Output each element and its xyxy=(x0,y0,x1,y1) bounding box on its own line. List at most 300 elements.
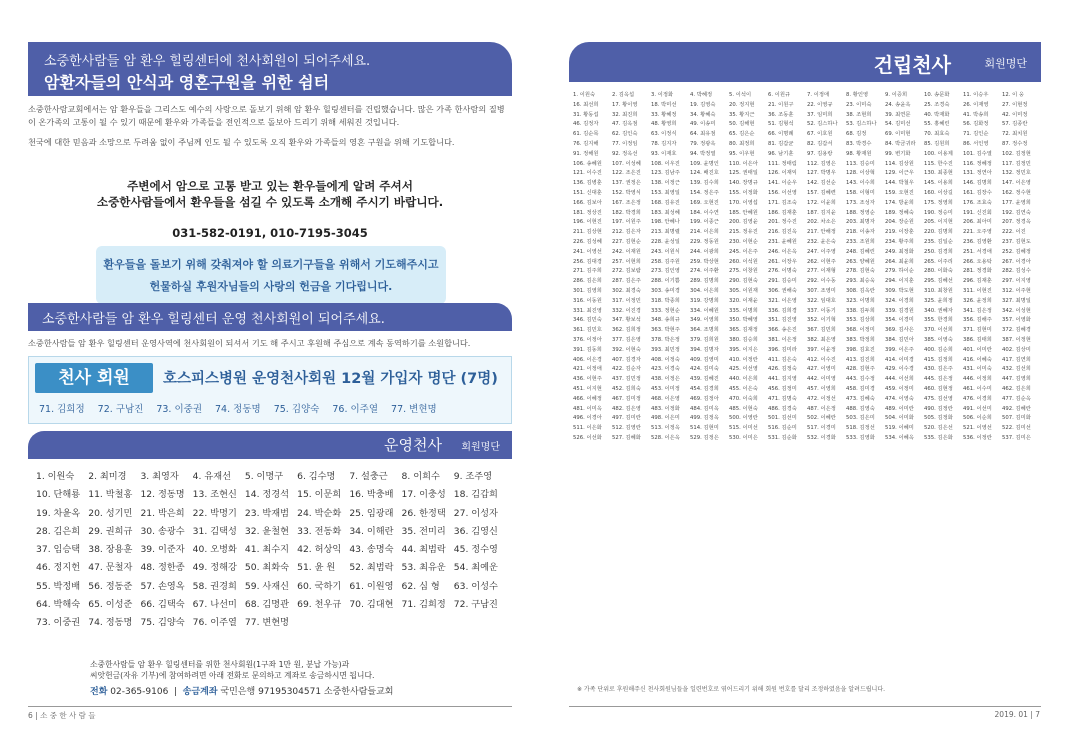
roster-member-name: 326. 윤정희 xyxy=(963,297,992,304)
roster-member-name: 128. 이상혁 xyxy=(846,170,875,177)
roster-member-name: 280. 이화숙 xyxy=(924,268,953,275)
roster-member-name: 215. 정유진 xyxy=(729,229,758,236)
roster-member-name: 472. 이정선 xyxy=(807,395,836,402)
roster-member-name: 381. 이은정 xyxy=(768,336,797,343)
roster-member-name: 487. 이은정 xyxy=(807,405,836,412)
roster-member-name: 357. 이영화 xyxy=(1002,317,1031,324)
roster-member-name: 108. 이우진 xyxy=(651,160,680,167)
roster-member-name: 123. 김남주 xyxy=(651,170,680,177)
roster-member-name: 31. 황동섭 xyxy=(573,111,599,118)
roster-member-name: 146. 김명희 xyxy=(963,180,992,187)
roster-member-name: 144. 박철우 xyxy=(885,180,914,187)
roster-member-name: 483. 이정화 xyxy=(651,405,680,412)
ops-member-name: 30. 송광수 xyxy=(140,525,185,537)
roster-member-name: 365. 김재정 xyxy=(729,327,758,334)
roster-member-name: 87. 정수정 xyxy=(1002,140,1028,147)
ops-member-name: 4. 유재선 xyxy=(192,471,231,482)
roster-member-name: 522. 김미선 xyxy=(1002,425,1031,432)
roster-member-name: 352. 이기혁 xyxy=(807,317,836,324)
roster-member-name: 311. 이현진 xyxy=(963,287,992,294)
roster-member-name: 147. 이은영 xyxy=(1002,180,1031,187)
roster-member-name: 378. 박은정 xyxy=(651,336,680,343)
ops-member-name: 31. 김택성 xyxy=(192,525,237,537)
appeal-line-1: 주변에서 암으로 고통 받고 있는 환우들에게 알려 주셔서 xyxy=(127,179,413,193)
roster-member-name: 439. 김혜진 xyxy=(690,376,719,383)
roster-member-name: 106. 송혜원 xyxy=(573,160,602,167)
roster-member-name: 277. 이재형 xyxy=(807,268,836,275)
roster-member-name: 399. 이은주 xyxy=(885,346,914,353)
roster-member-name: 260. 이석원 xyxy=(729,258,758,265)
roster-member-name: 64. 최유점 xyxy=(690,131,716,138)
roster-member-name: 252. 김혜정 xyxy=(1002,248,1031,255)
hero-title: 암환자들의 안식과 영혼구원을 위한 쉼터 xyxy=(44,73,330,92)
roster-member-name: 162. 정수현 xyxy=(1002,189,1031,196)
roster-member-name: 172. 이윤희 xyxy=(807,199,836,206)
ops-member-name: 63. 이성수 xyxy=(453,580,498,592)
roster-member-name: 457. 이영희 xyxy=(807,385,836,392)
ops-member-name: 70. 김대현 xyxy=(349,599,394,611)
roster-member-name: 401. 이미란 xyxy=(963,346,992,353)
roster-member-name: 331. 최진영 xyxy=(573,307,602,314)
roster-member-name: 61. 김순목 xyxy=(573,131,599,138)
footer-info xyxy=(90,659,470,681)
roster-member-name: 384. 김민아 xyxy=(885,336,914,343)
roster-member-name: 220. 김명희 xyxy=(924,229,953,236)
roster-member-name: 102. 김정현 xyxy=(1002,150,1031,157)
roster-member-name: 297. 이지영 xyxy=(1002,278,1031,285)
roster-member-name: 348. 송희규 xyxy=(651,317,680,324)
roster-member-name: 470. 이숙희 xyxy=(729,395,758,402)
roster-member-name: 286. 김은희 xyxy=(573,278,602,285)
roster-member-name: 137. 권정은 xyxy=(612,180,641,187)
roster-member-name: 319. 강명희 xyxy=(690,297,719,304)
ops-member-name: 65. 이성준 xyxy=(88,599,133,611)
ops-member-name: 27. 이성자 xyxy=(453,507,498,519)
roster-member-name: 36. 조동훈 xyxy=(768,111,794,118)
ops-member-name: 36. 김영신 xyxy=(453,525,498,537)
intro-text xyxy=(28,103,512,157)
roster-member-name: 383. 박정희 xyxy=(846,336,875,343)
roster-member-name: 408. 이정숙 xyxy=(651,356,680,363)
roster-member-name: 424. 김미숙 xyxy=(690,366,719,373)
roster-member-name: 227. 김현순 xyxy=(612,238,641,245)
roster-member-name: 446. 이정희 xyxy=(963,376,992,383)
roster-member-name: 321. 이은영 xyxy=(768,297,797,304)
roster-member-name: 498. 이은미 xyxy=(651,415,680,422)
roster-member-name: 485. 이현숙 xyxy=(729,405,758,412)
roster-member-name: 412. 이수진 xyxy=(807,356,836,363)
roster-member-name: 385. 이영숙 xyxy=(924,336,953,343)
roster-member-name: 140. 장명규 xyxy=(729,180,758,187)
ops-member-name: 9. 조주영 xyxy=(453,471,493,482)
hero-banner xyxy=(28,42,512,96)
roster-member-name: 110. 이은아 xyxy=(729,160,758,167)
roster-member-name: 402. 김상미 xyxy=(1002,346,1031,353)
roster-member-name: 428. 김현주 xyxy=(846,366,875,373)
roster-member-name: 397. 이윤정 xyxy=(807,346,836,353)
roster-member-name: 295. 김혜선 xyxy=(924,278,953,285)
roster-member-name: 380. 김승희 xyxy=(729,336,758,343)
roster-member-name: 517. 이경미 xyxy=(807,425,836,432)
roster-member-name: 274. 이주환 xyxy=(690,268,719,275)
ops-member-name: 48. 정한종 xyxy=(140,562,185,574)
ops-member-name: 32. 윤철현 xyxy=(244,525,290,537)
roster-member-name: 436. 이현주 xyxy=(573,376,602,383)
roster-member-name: 244. 이광희 xyxy=(690,248,719,255)
roster-member-name: 145. 이용희 xyxy=(924,180,953,187)
roster-member-name: 497. 김미란 xyxy=(612,415,641,422)
ops-member-name: 52. 최범락 xyxy=(349,562,394,574)
roster-member-name: 122. 조은진 xyxy=(612,170,641,177)
roster-member-name: 278. 김현숙 xyxy=(846,268,875,275)
ops-member-name: 11. 박철홍 xyxy=(88,489,133,501)
ops-member-name: 66. 김택숙 xyxy=(140,599,185,611)
roster-member-name: 320. 이재윤 xyxy=(729,297,758,304)
ops-member-name: 41. 최수지 xyxy=(244,544,290,556)
appeal-line-2: 소중한사람들에서 환우들을 섬길 수 있도록 소개해 주시기 바랍니다. xyxy=(96,195,444,209)
ops-member-name: 21. 박은희 xyxy=(140,507,185,519)
roster-member-name: 400. 김순희 xyxy=(924,346,953,353)
ops-member-name: 42. 허상익 xyxy=(297,544,342,556)
appeal-phone: 031-582-0191, 010-7195-3045 xyxy=(172,226,368,240)
roster-member-name: 520. 김은선 xyxy=(924,425,953,432)
roster-member-name: 16. 최선희 xyxy=(573,101,599,108)
roster-member-name: 413. 김진희 xyxy=(846,356,875,363)
roster-member-name: 519. 이혜미 xyxy=(885,425,914,432)
roster-member-name: 48. 황영희 xyxy=(651,121,677,128)
roster-member-name: 250. 김경희 xyxy=(924,248,953,255)
roster-member-name: 40. 박재화 xyxy=(924,111,950,118)
roster-member-name: 17. 황이영 xyxy=(612,101,638,108)
roster-member-name: 454. 김경희 xyxy=(690,385,719,392)
ops-banner xyxy=(28,431,512,459)
ops-member-name: 20. 성기민 xyxy=(88,507,133,519)
ops-member-name: 56. 정동준 xyxy=(88,580,133,592)
roster-member-name: 293. 최승욱 xyxy=(846,278,875,285)
roster-member-name: 213. 최명렬 xyxy=(651,229,680,236)
roster-member-name: 516. 김순미 xyxy=(768,425,797,432)
support-line-1: 환우들을 돌보기 위해 갖춰져야 할 의료기구들을 위해서 기도해주시고 xyxy=(103,258,439,271)
roster-member-name: 185. 안혜원 xyxy=(729,209,758,216)
roster-member-name: 199. 이종근 xyxy=(690,219,719,226)
roster-member-name: 530. 이미은 xyxy=(729,434,758,441)
roster-member-name: 461. 이수미 xyxy=(963,385,992,392)
roster-member-name: 521. 이영선 xyxy=(963,425,992,432)
roster-member-name: 364. 조명희 xyxy=(690,327,719,334)
support-line-2: 헌물하실 후원자님들의 사랑의 헌금을 기다립니다. xyxy=(149,280,393,293)
roster-member-name: 386. 김태희 xyxy=(963,336,992,343)
roster-member-name: 425. 이선영 xyxy=(729,366,758,373)
roster-member-name: 354. 이경미 xyxy=(885,317,914,324)
support-panel xyxy=(96,246,446,304)
roster-member-name: 515. 이미선 xyxy=(729,425,758,432)
roster-member-name: 11. 이승우 xyxy=(963,92,989,98)
roster-member-name: 207. 정경옥 xyxy=(1002,219,1031,226)
roster-member-name: 273. 김인영 xyxy=(651,268,680,275)
roster-member-name: 338. 김두희 xyxy=(846,307,875,314)
roster-member-name: 219. 이장훈 xyxy=(885,229,914,236)
roster-member-name: 392. 이현숙 xyxy=(612,346,641,353)
roster-member-name: 489. 이미란 xyxy=(885,405,914,412)
roster-member-name: 414. 이미경 xyxy=(885,356,914,363)
roster-member-name: 161. 김장수 xyxy=(963,189,992,196)
roster-member-name: 190. 정승미 xyxy=(924,209,953,216)
roster-member-name: 387. 이정현 xyxy=(1002,336,1031,343)
roster-member-name: 191. 신진회 xyxy=(963,209,992,216)
ops-member-name: 10. 단해룡 xyxy=(36,489,81,501)
roster-member-name: 475. 김선영 xyxy=(924,395,953,402)
roster-member-name: 499. 김정옥 xyxy=(690,415,719,422)
roster-member-name: 70. 최효숙 xyxy=(924,131,950,138)
roster-member-name: 459. 이정미 xyxy=(885,385,914,392)
ops-member-name: 26. 한정택 xyxy=(401,507,446,519)
roster-member-name: 368. 이정미 xyxy=(846,327,875,334)
roster-member-name: 184. 이수연 xyxy=(690,209,719,216)
roster-member-name: 49. 이송미 xyxy=(690,121,716,128)
roster-member-name: 491. 이선미 xyxy=(963,405,992,412)
roster-member-name: 205. 이지현 xyxy=(924,219,953,226)
roster-member-name: 305. 이원재 xyxy=(729,287,758,294)
hospice-title: 호스피스병원 운영천사회원 12월 가입자 명단 (7명) xyxy=(163,371,498,387)
roster-member-name: 85. 김원희 xyxy=(924,140,950,147)
ops-member-name: 64. 박해숙 xyxy=(36,599,81,611)
roster-member-name: 395. 이지은 xyxy=(729,346,758,353)
member-description: 소중한사람들 암 환우 힐링센터 운영사역에 천사회원이 되셔서 기도 해 주시고 후원해 주심으로 계속 동역하기를 소원합니다. xyxy=(28,338,471,348)
right-page xyxy=(533,0,1066,731)
ops-member-name: 49. 정해강 xyxy=(192,562,237,574)
roster-member-name: 72. 최치원 xyxy=(1002,131,1028,138)
roster-member-name: 228. 윤성일 xyxy=(651,238,680,245)
roster-member-name: 68. 김정 xyxy=(846,131,867,138)
roster-member-name: 511. 이은화 xyxy=(573,425,602,432)
roster-member-name: 318. 박종희 xyxy=(651,297,680,304)
roster-member-name: 275. 이창원 xyxy=(729,268,758,275)
member-banner xyxy=(28,303,512,331)
roster-member-name: 170. 이영섭 xyxy=(729,199,758,206)
roster-member-name: 10. 송문화 xyxy=(924,92,950,98)
roster-member-name: 39. 최연문 xyxy=(885,111,911,118)
roster-member-name: 67. 이호원 xyxy=(807,131,833,138)
roster-member-name: 222. 이진 xyxy=(1002,229,1026,236)
roster-member-name: 5. 이석이 xyxy=(729,92,752,98)
roster-member-name: 396. 김미라 xyxy=(768,346,797,353)
roster-member-name: 153. 최영일 xyxy=(651,189,680,196)
roster-member-name: 107. 이성혜 xyxy=(612,160,641,167)
roster-member-name: 261. 이장우 xyxy=(768,258,797,265)
roster-member-name: 452. 김희숙 xyxy=(612,385,641,392)
roster-member-name: 93. 이재호 xyxy=(651,150,677,157)
roster-member-name: 372. 김혜경 xyxy=(1002,327,1031,334)
roster-member-name: 407. 김경자 xyxy=(612,356,641,363)
ops-member-name: 34. 이해란 xyxy=(349,525,394,537)
roster-member-name: 304. 이은희 xyxy=(690,287,719,294)
roster-member-name: 263. 양혜원 xyxy=(846,258,875,265)
hospice-names xyxy=(39,401,437,415)
roster-member-name: 251. 서경애 xyxy=(963,248,992,255)
roster-member-name: 336. 김희경 xyxy=(768,307,797,314)
roster-member-name: 142. 김선순 xyxy=(807,180,836,187)
roster-member-name: 81. 김갑균 xyxy=(768,140,794,147)
roster-member-name: 507. 김미화 xyxy=(1002,415,1031,422)
roster-member-name: 423. 이경숙 xyxy=(651,366,680,373)
roster-member-name: 444. 이선희 xyxy=(885,376,914,383)
roster-member-name: 62. 김인숙 xyxy=(612,131,638,138)
hospice-name: 76. 이주열 xyxy=(332,404,379,415)
roster-member-name: 1. 이원숙 xyxy=(573,92,596,98)
roster-member-name: 376. 이정아 xyxy=(573,336,602,343)
roster-member-name: 117. 김정민 xyxy=(1002,160,1031,167)
roster-member-name: 456. 김정미 xyxy=(768,385,797,392)
roster-member-name: 451. 이지현 xyxy=(573,385,602,392)
ops-member-name: 68. 김명관 xyxy=(244,599,290,611)
roster-member-name: 55. 홍혜린 xyxy=(924,121,950,128)
roster-member-name: 8. 황인영 xyxy=(846,92,869,98)
roster-member-name: 202. 차소은 xyxy=(807,219,836,226)
roster-member-name: 513. 이정옥 xyxy=(651,425,680,432)
roster-member-name: 484. 김미옥 xyxy=(690,405,719,412)
roster-member-name: 505. 김정화 xyxy=(924,415,953,422)
roster-member-name: 187. 김지윤 xyxy=(807,209,836,216)
roster-member-name: 356. 김해주 xyxy=(963,317,992,324)
roster-member-name: 19. 김영숙 xyxy=(690,101,716,108)
ops-member-name: 17. 이충성 xyxy=(401,489,446,501)
roster-member-name: 7. 이정애 xyxy=(807,92,830,98)
roster-member-name: 25. 조경숙 xyxy=(924,101,950,108)
roster-member-name: 289. 김명희 xyxy=(690,278,719,285)
intro-paragraph-2: 천국에 대한 믿음과 소망으로 두려움 없이 주님께 인도 될 수 있도록 오직 환우와 가족들의 영혼 구원을 위해 기도합니다. xyxy=(28,137,455,148)
roster-member-name: 437. 김민정 xyxy=(612,376,641,383)
roster-member-name: 500. 이영란 xyxy=(729,415,758,422)
hospice-name: 72. 구남진 xyxy=(97,404,144,415)
roster-member-name: 177. 윤영희 xyxy=(1002,199,1031,206)
roster-member-name: 426. 김정숙 xyxy=(768,366,797,373)
roster-member-name: 391. 김동희 xyxy=(573,346,602,353)
roster-member-name: 54. 김미선 xyxy=(885,121,911,128)
roster-member-name: 514. 김현미 xyxy=(690,425,719,432)
roster-member-name: 100. 이용제 xyxy=(924,150,953,157)
roster-member-name: 276. 이명숙 xyxy=(768,268,797,275)
roster-member-name: 158. 이형미 xyxy=(846,189,875,196)
roster-member-name: 262. 이현주 xyxy=(807,258,836,265)
roster-member-name: 139. 김수희 xyxy=(690,180,719,187)
roster-member-name: 234. 황주희 xyxy=(885,238,914,245)
roster-member-name: 393. 최민정 xyxy=(651,346,680,353)
ops-member-name: 57. 손영옥 xyxy=(140,580,185,592)
roster-member-name: 53. 김스하나 xyxy=(846,121,877,128)
roster-member-name: 233. 조원희 xyxy=(846,238,875,245)
roster-member-name: 339. 김경원 xyxy=(885,307,914,314)
ops-member-name: 67. 나선미 xyxy=(192,599,237,611)
roster-member-name: 431. 이미숙 xyxy=(963,366,992,373)
roster-member-name: 488. 김영숙 xyxy=(846,405,875,412)
roster-member-name: 206. 최아미 xyxy=(963,219,992,226)
roster-member-name: 533. 김영화 xyxy=(846,434,875,441)
roster-member-name: 245. 이은주 xyxy=(729,248,758,255)
roster-member-name: 86. 서인영 xyxy=(963,140,989,147)
ops-member-name: 61. 이원영 xyxy=(349,580,394,592)
roster-member-name: 303. 송미경 xyxy=(651,287,680,294)
roster-member-name: 212. 김은자 xyxy=(612,229,641,236)
ops-member-name: 43. 송명숙 xyxy=(349,544,394,556)
ops-subtitle: 회원명단 xyxy=(461,442,500,453)
ops-member-name: 62. 심 형 xyxy=(401,580,440,592)
roster-member-name: 124. 배진호 xyxy=(690,170,719,177)
ops-member-name: 51. 윤 원 xyxy=(297,562,336,574)
roster-member-name: 173. 조성자 xyxy=(846,199,875,206)
roster-member-name: 243. 이원식 xyxy=(651,248,680,255)
roster-member-name: 301. 김영희 xyxy=(573,287,602,294)
roster-member-name: 417. 김연희 xyxy=(1002,356,1031,363)
roster-member-name: 531. 김순화 xyxy=(768,434,797,441)
ops-member-name: 24. 박순화 xyxy=(297,507,342,519)
roster-member-name: 129. 이근우 xyxy=(885,170,914,177)
roster-member-name: 229. 정동원 xyxy=(690,238,719,245)
roster-member-name: 23. 이미숙 xyxy=(846,101,872,108)
ops-member-name: 5. 이명구 xyxy=(244,471,284,482)
roster-member-name: 351. 김진영 xyxy=(768,317,797,324)
roster-member-name: 534. 이혜옥 xyxy=(885,434,914,441)
roster-member-name: 323. 이명희 xyxy=(846,297,875,304)
angel-member-badge: 천사 회원 xyxy=(35,363,153,393)
roster-member-name: 492. 김혜란 xyxy=(1002,405,1031,412)
roster-member-name: 267. 이경아 xyxy=(1002,258,1031,265)
ops-member-name: 12. 정동명 xyxy=(140,489,185,501)
roster-member-name: 528. 이은옥 xyxy=(651,434,680,441)
roster-member-name: 101. 김수열 xyxy=(963,150,992,157)
roster-member-name: 34. 황혜숙 xyxy=(690,111,716,118)
ops-member-name: 50. 최화숙 xyxy=(244,562,290,574)
roster-member-name: 476. 이경희 xyxy=(963,395,992,402)
roster-member-name: 50. 김해현 xyxy=(729,121,755,128)
ops-member-name: 53. 최유운 xyxy=(401,562,446,574)
roster-member-name: 203. 최명자 xyxy=(846,219,875,226)
roster-member-name: 143. 이수희 xyxy=(846,180,875,187)
roster-member-name: 526. 이선화 xyxy=(573,434,602,441)
roster-member-name: 246. 이은옥 xyxy=(768,248,797,255)
ops-member-name: 1. 이원숙 xyxy=(36,471,75,482)
roster-member-name: 379. 김희원 xyxy=(690,336,719,343)
roster-member-name: 71. 김인순 xyxy=(963,131,989,138)
ops-member-name: 45. 정수영 xyxy=(453,544,498,556)
roster-member-name: 56. 김화정 xyxy=(963,121,989,128)
ops-member-name: 58. 권경희 xyxy=(192,580,237,592)
roster-member-name: 182. 박경희 xyxy=(612,209,641,216)
roster-member-name: 411. 김은숙 xyxy=(768,356,797,363)
roster-member-name: 466. 이혜정 xyxy=(573,395,602,402)
roster-member-name: 27. 이현정 xyxy=(1002,101,1028,108)
ops-member-name: 15. 이문희 xyxy=(297,489,342,501)
roster-member-name: 265. 이주리 xyxy=(924,258,953,265)
roster-member-name: 42. 이미정 xyxy=(1002,111,1028,118)
roster-member-name: 160. 이상길 xyxy=(924,189,953,196)
roster-member-name: 377. 김은영 xyxy=(612,336,641,343)
roster-member-name: 309. 박도현 xyxy=(885,287,914,294)
footer-line-1: 소중한사람들 암 환우 힐링센터를 위한 천사회원(1구좌 1만 원, 분납 가능)과 xyxy=(90,660,350,669)
footer-line-2: 씨앗헌금(자유 기부)에 참여하려면 아래 전화로 문의하고 계좌로 송금하시면 됩니다. xyxy=(90,671,375,680)
roster-member-name: 317. 이정민 xyxy=(612,297,641,304)
ops-member-name: 19. 차윤옥 xyxy=(36,507,81,519)
roster-member-name: 76. 김지해 xyxy=(573,140,599,147)
roster-member-name: 353. 김상희 xyxy=(846,317,875,324)
roster-member-name: 79. 정광옥 xyxy=(690,140,716,147)
roster-member-name: 221. 오주영 xyxy=(963,229,992,236)
roster-member-name: 196. 이현진 xyxy=(573,219,602,226)
ops-member-name: 23. 박재범 xyxy=(244,507,290,519)
roster-member-name: 441. 김지영 xyxy=(768,376,797,383)
roster-member-name: 347. 황보석 xyxy=(612,317,641,324)
roster-member-name: 398. 김효진 xyxy=(846,346,875,353)
roster-member-name: 168. 김유진 xyxy=(651,199,680,206)
